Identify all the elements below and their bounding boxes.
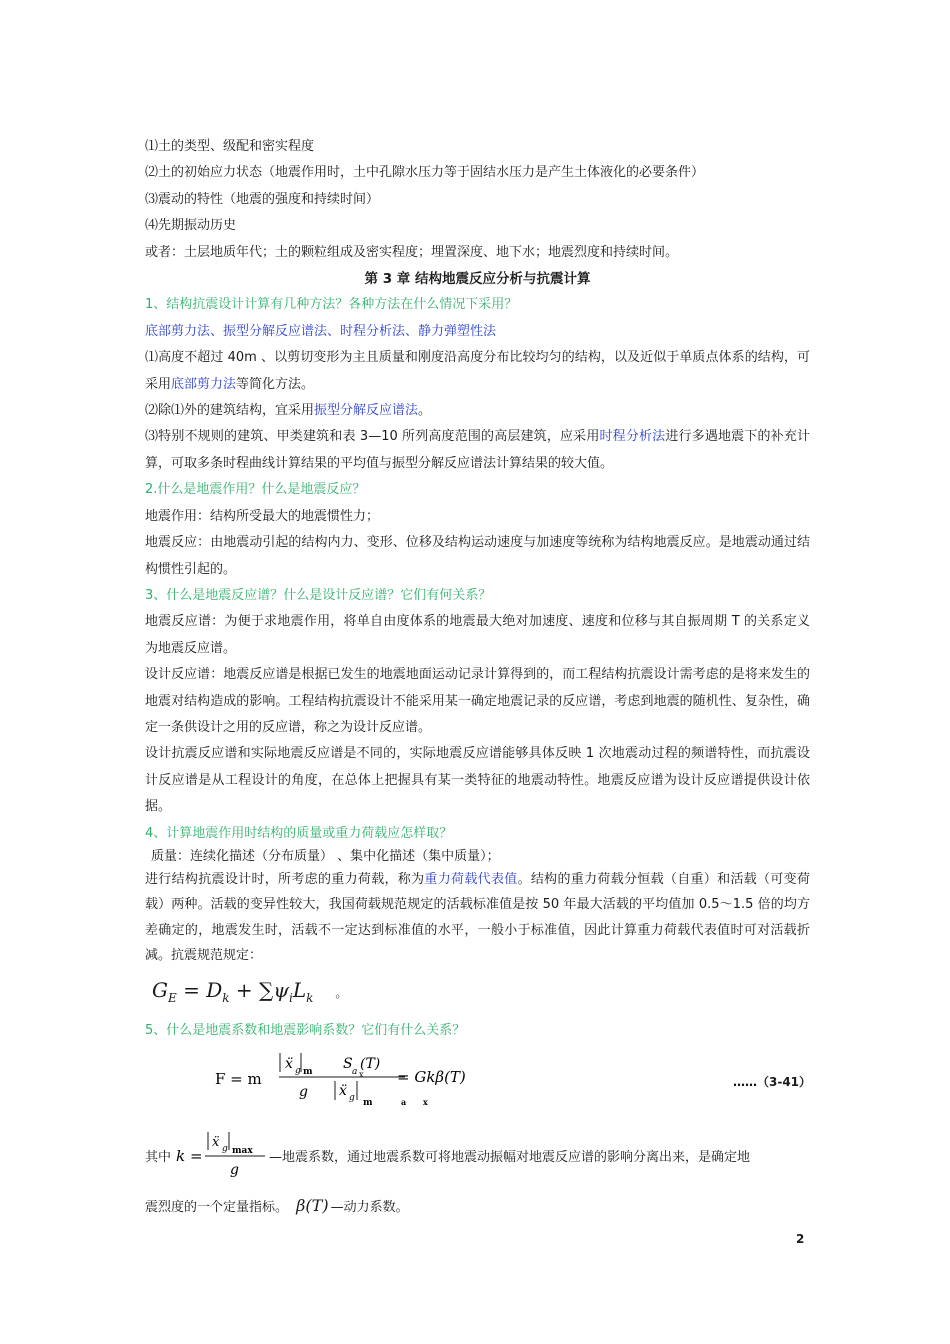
text-line xyxy=(145,1193,409,1221)
paragraph xyxy=(145,424,810,477)
paragraph-text: —动力系数。 xyxy=(330,1200,409,1215)
subscript-k: k xyxy=(222,991,230,1005)
subscript-max: max xyxy=(232,1146,253,1156)
question-heading: 1、结构抗震设计计算有几种方法？各种方法在什么情况下采用？ xyxy=(145,297,518,313)
x-double-dot: ẍ xyxy=(285,1056,293,1072)
question-heading: 2.什么是地震作用？什么是地震反应？ xyxy=(145,482,366,498)
seismic-force-equation xyxy=(215,1048,515,1108)
symbol-d: D xyxy=(206,978,223,1002)
period: 。 xyxy=(335,986,348,1000)
denominator-g: g xyxy=(230,1162,239,1178)
paragraph: 地震作用：结构所受最大的地震惯性力； xyxy=(145,508,380,524)
chapter-title: 第 3 章 结构地震反应分析与抗震计算 xyxy=(364,271,591,288)
subscript-x: x xyxy=(359,1070,364,1079)
paragraph-text: ⑴高度不超过 40m 、以剪切变形为主且质量和刚度沿高度分布比较均匀的结构，以及近似于单质点体系的结构，可采用 xyxy=(145,350,810,392)
paragraph-text: 。 xyxy=(418,403,432,419)
method-link: 振型分解反应谱法 xyxy=(314,403,419,419)
page-number: 2 xyxy=(796,1232,805,1246)
seismic-coefficient-line xyxy=(145,1128,810,1178)
symbol-psi: ψ xyxy=(273,978,290,1002)
denominator-g: g xyxy=(299,1084,308,1100)
equals-sign: = xyxy=(176,978,207,1002)
x-double-dot: ẍ xyxy=(212,1135,220,1150)
symbol-l: L xyxy=(292,978,307,1002)
text-line: ⑵土的初始应力状态（地震作用时，土中孔隙水压力等于固结水压力是产生土体液化的必要条件） xyxy=(145,165,705,181)
subscript-max: m xyxy=(363,1098,373,1108)
question-heading: 5、什么是地震系数和地震影响系数？它们有什么关系？ xyxy=(145,1023,466,1038)
g-k-beta: = Gkβ(T) xyxy=(397,1068,466,1086)
sum-symbol: ∑ xyxy=(259,978,274,1002)
paragraph: 地震反应：由地震动引起的结构内力、变形、位移及结构运动速度与加速度等统称为结构地震反应。是地震动通过结构惯性引起的。 xyxy=(145,535,810,577)
description-text: —地震系数，通过地震系数可将地震动振幅对地震反应谱的影响分离出来，是确定地 xyxy=(269,1150,751,1165)
text-line: ⑴土的类型、级配和密实程度 xyxy=(145,139,315,154)
paragraph xyxy=(145,867,810,969)
subscript-x: x xyxy=(423,1097,428,1107)
paragraph: 地震反应谱：为便于求地震作用，将单自由度体系的地震最大绝对加速度、速度和位移与其自振周期 T 的关系定义为地震反应谱。 xyxy=(145,614,810,656)
methods-list: 底部剪力法、振型分解反应谱法、时程分析法、静力弹塑性法 xyxy=(145,323,497,339)
period-t: (T) xyxy=(360,1056,381,1072)
gravity-load-equation xyxy=(152,978,347,1005)
subscript-g: g xyxy=(222,1144,228,1154)
f-equals-m: F = m xyxy=(215,1070,262,1088)
paragraph-text: ⑶特别不规则的建筑、甲类建筑和表 3—10 所列高度范围的高层建筑，应采用 xyxy=(145,429,600,445)
prefix-text: 其中 xyxy=(145,1150,172,1165)
text-line: 或者：土层地质年代；土的颗粒组成及密实程度；埋置深度、地下水；地震烈度和持续时间。 xyxy=(145,244,679,260)
symbol-k: k xyxy=(176,1147,186,1165)
subscript-i: i xyxy=(289,991,293,1005)
symbol-g: G xyxy=(152,978,168,1002)
paragraph xyxy=(145,345,810,398)
symbol-s: S xyxy=(343,1056,353,1072)
subscript-e: E xyxy=(167,991,177,1005)
text-line: ⑶震动的特性（地震的强度和持续时间） xyxy=(145,191,380,207)
plus-sign: + xyxy=(229,978,260,1002)
subscript-g: g xyxy=(349,1093,355,1103)
paragraph: 设计反应谱：地震反应谱是根据已发生的地震地面运动记录计算得到的，而工程结构抗震设计需考虑的是将来发生的地震对结构造成的影响。工程结构抗震设计不能采用某一确定地震记录的反应谱，考虑到地震的随机性、复杂性，确定一条供设计之用的反应谱，称之为设计反应谱。 xyxy=(145,667,810,735)
paragraph-text: 进行多遇地震下的补充计算，可取多条时程曲线计算结果的平均值与振型分解反应谱法计算结果的较大值。 xyxy=(145,429,810,471)
method-link: 时程分析法 xyxy=(599,429,666,445)
paragraph-text: 。结构的重力荷载分恒载（自重）和活载（可变荷载）两种。活载的变异性较大，我国荷载规范规定的活载标准值是按 50 年最大活载的平均值加 0.5～1.5 倍的均方差确定的，地震发生时，活载不一定达到标准值的水平，一般小于标准值，因此计算重力荷载代表值时可对活载折减。抗震规范规定： xyxy=(145,871,810,964)
subscript-k: k xyxy=(306,991,314,1005)
document-body xyxy=(145,134,810,969)
paragraph xyxy=(145,398,810,424)
subscript-g: g xyxy=(295,1066,301,1076)
paragraph: 质量：连续化描述（分布质量） 、集中化描述（集中质量）； xyxy=(151,848,500,864)
paragraph-text: 等简化方法。 xyxy=(236,376,315,392)
paragraph-text: ⑵除⑴外的建筑结构，宜采用 xyxy=(145,403,315,419)
text-line: ⑷先期振动历史 xyxy=(145,218,237,234)
subscript-a: a xyxy=(352,1067,358,1077)
question-heading: 3、什么是地震反应谱？什么是设计反应谱？它们有何关系？ xyxy=(145,587,492,603)
equation-number: ……（3-41） xyxy=(733,1075,812,1089)
paragraph: 设计抗震反应谱和实际地震反应谱是不同的，实际地震反应谱能够具体反映 1 次地震动过程的频谱特性，而抗震设计反应谱是从工程设计的角度，在总体上把握具有某一类特征的地震动特性。地震反应谱为设计反应谱提供设计依据。 xyxy=(145,746,810,815)
subscript-max: m xyxy=(303,1067,313,1077)
beta-symbol: β(T) xyxy=(296,1196,329,1215)
method-link: 底部剪力法 xyxy=(171,376,237,392)
question-heading: 4、计算地震作用时结构的质量或重力荷载应怎样取？ xyxy=(145,825,453,841)
paragraph-text: 震烈度的一个定量指标。 xyxy=(145,1200,289,1215)
equals-sign: = xyxy=(190,1147,203,1165)
term-link: 重力荷载代表值 xyxy=(424,871,518,887)
paragraph-text: 进行结构抗震设计时，所考虑的重力荷载，称为 xyxy=(145,871,425,887)
subscript-a: a xyxy=(401,1097,407,1107)
x-double-dot: ẍ xyxy=(339,1083,347,1099)
